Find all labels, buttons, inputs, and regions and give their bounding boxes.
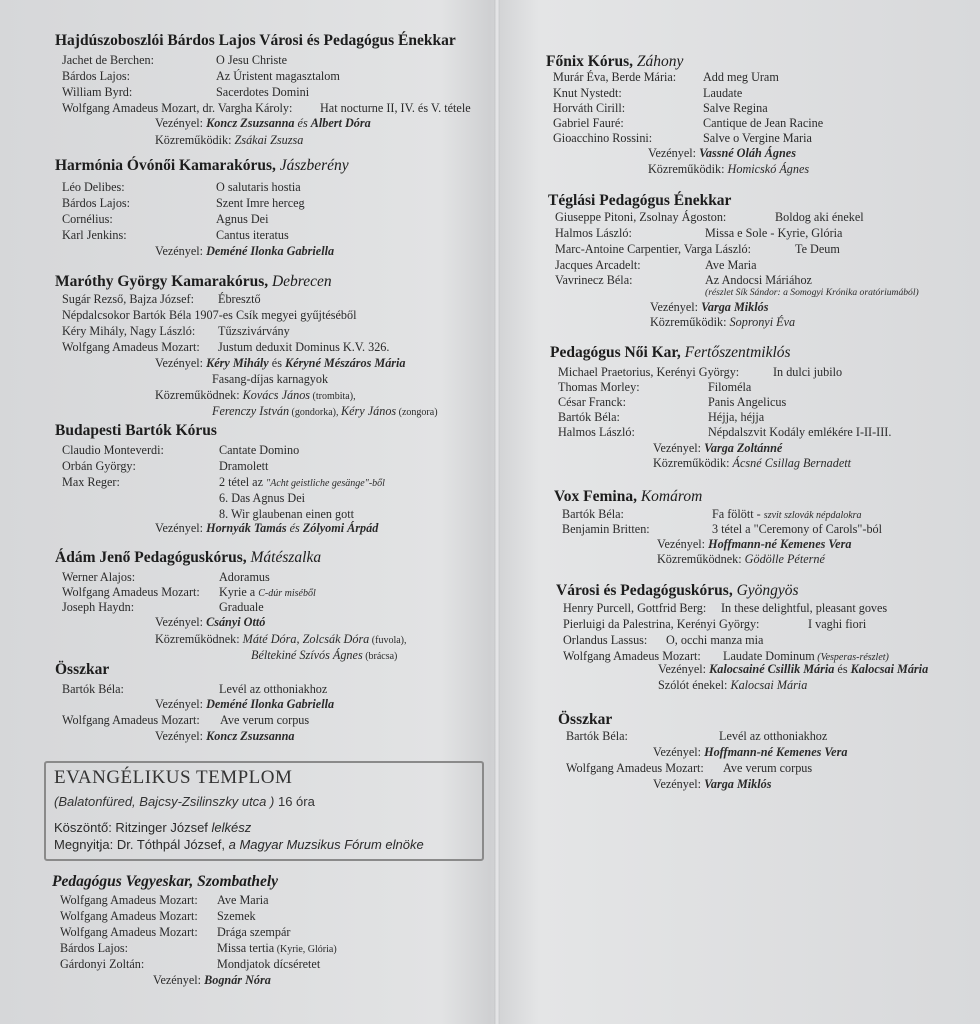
credit-role: Vezényel:: [155, 521, 204, 535]
ensemble-name: Budapesti Bartók Kórus: [55, 422, 217, 439]
composer: Max Reger:: [62, 475, 120, 489]
conductor-name: Varga Miklós: [704, 777, 772, 791]
ensemble-title: [550, 344, 791, 362]
credit-role: Vezényel:: [648, 146, 697, 160]
composer: Orlandus Lassus:: [563, 633, 648, 647]
conductor-line: [650, 300, 768, 315]
credit-joiner: és: [294, 116, 311, 130]
greeting-role: lelkész: [211, 820, 252, 835]
composer: Henry Purcell, Gottfrid Berg:: [563, 601, 707, 615]
composer: Kéry Mihály, Nagy László:: [62, 324, 196, 338]
contributor-name: Ácsné Csillag Bernadett: [732, 456, 852, 470]
ensemble-name: Maróthy György Kamarakórus,: [55, 273, 269, 290]
conductor-line: [155, 356, 406, 371]
composer: Michael Praetorius, Kerényi György:: [558, 365, 740, 379]
conductor-line: [155, 697, 334, 712]
composer: Jacques Arcadelt:: [555, 258, 641, 272]
ensemble-city: Fertőszentmiklós: [684, 344, 791, 361]
piece-title: 3 tétel a "Ceremony of Carols"-ból: [712, 522, 883, 536]
opening-line: [54, 837, 424, 852]
composer: Gabriel Fauré:: [553, 116, 624, 130]
composer: Bartók Béla:: [562, 507, 624, 521]
piece-title: Hat nocturne II, IV. és V. tétele: [320, 101, 471, 115]
composer: Bárdos Lajos:: [62, 69, 131, 83]
ensemble-name: Hajdúszoboszlói Bárdos Lajos Városi és Pedagógus Énekkar: [55, 32, 456, 49]
composer: Népdalcsokor Bartók Béla 1907-es Csík megyei gyűjtéséből: [62, 308, 357, 322]
composer: Cornélius:: [62, 212, 113, 226]
composer: Halmos László:: [558, 425, 635, 439]
ensemble-title: [548, 192, 731, 210]
contributor-name: Ferenczy István: [212, 404, 290, 418]
credit-role: Vezényel:: [155, 615, 204, 629]
contributor-line: [212, 404, 438, 419]
conductor-name: Kéryné Mészáros Mária: [284, 356, 406, 370]
opening-text: Megnyitja: Dr. Tóthpál József,: [54, 837, 226, 852]
piece-title: Ave verum corpus: [220, 713, 310, 727]
composer: Wolfgang Amadeus Mozart:: [62, 585, 200, 599]
piece-title: 2 tétel az: [219, 475, 267, 489]
piece-title: Dramolett: [219, 459, 269, 473]
contributor-name: Gödölle Péterné: [744, 552, 825, 566]
conductor-name: Varga Miklós: [701, 300, 769, 314]
conductor-title-line: [212, 372, 328, 387]
credit-joiner: és: [268, 356, 285, 370]
ensemble-city: Komárom: [640, 488, 703, 505]
composer: Bartók Béla:: [558, 410, 620, 424]
piece-title: Fa fölött -: [712, 507, 764, 521]
composer: Vavrinecz Béla:: [555, 273, 633, 287]
venue-title: EVANGÉLIKUS TEMPLOM: [54, 767, 293, 788]
contributor-line: [657, 552, 825, 567]
instrument-note: (gondorka),: [289, 407, 341, 418]
piece-title: Missa e Sole - Kyrie, Glória: [705, 226, 843, 240]
ensemble-name: Főnix Kórus,: [546, 53, 633, 70]
conductor-line: [155, 729, 295, 744]
piece-note: (Vesperas-részlet): [814, 652, 889, 663]
instrument-note: (fuvola),: [369, 635, 407, 646]
composer: Giuseppe Pitoni, Zsolnay Ágoston:: [555, 210, 727, 224]
composer: Benjamin Britten:: [562, 522, 650, 536]
ensemble-title: [55, 273, 332, 291]
composer: Murár Éva, Berde Mária:: [553, 70, 677, 84]
piece-title: In these delightful, pleasant goves: [721, 601, 888, 615]
ensemble-title: [554, 488, 702, 506]
piece-title: Justum deduxit Dominus K.V. 326.: [218, 340, 390, 354]
piece-title: Sacerdotes Domini: [216, 85, 310, 99]
piece-title: Graduale: [219, 600, 264, 614]
contributor-line: [648, 162, 809, 177]
composer: Joseph Haydn:: [62, 600, 135, 614]
piece-title: Salve o Vergine Maria: [703, 131, 812, 145]
venue-address-line: [54, 794, 315, 809]
piece-title: Kyrie a: [219, 585, 259, 599]
composer: Wolfgang Amadeus Mozart:: [60, 893, 198, 907]
conductor-line: [155, 116, 371, 131]
composer: Orbán György:: [62, 459, 136, 473]
ensemble-title: [556, 582, 799, 600]
contributor-name: Homicskó Ágnes: [727, 162, 810, 176]
credit-role: Vezényel:: [653, 777, 702, 791]
conductor-line: [155, 244, 334, 259]
contributor-name: Zsákai Zsuzsa: [234, 133, 304, 147]
piece-title: Salve Regina: [703, 101, 768, 115]
composer: Wolfgang Amadeus Mozart:: [62, 713, 200, 727]
composer: Bartók Béla:: [62, 682, 124, 696]
conductor-name: Zólyomi Árpád: [302, 521, 379, 535]
piece-title: Adoramus: [219, 570, 270, 584]
conductor-name: Bognár Nóra: [204, 973, 271, 987]
credit-role: Vezényel:: [155, 116, 204, 130]
credit-role: Vezényel:: [155, 356, 204, 370]
composer: Gárdonyi Zoltán:: [60, 957, 145, 971]
composer: Wolfgang Amadeus Mozart:: [60, 925, 198, 939]
composer: Claudio Monteverdi:: [62, 443, 164, 457]
ensemble-name: Pedagógus Női Kar,: [550, 344, 681, 361]
composer: Wolfgang Amadeus Mozart, dr. Vargha Károly:: [62, 101, 293, 115]
credit-role: Vezényel:: [653, 441, 702, 455]
conductor-name: Deméné Ilonka Gabriella: [206, 244, 335, 258]
greeting-text: Köszöntő: Ritzinger József: [54, 820, 208, 835]
ensemble-title: [558, 711, 612, 729]
piece-title: Tűzszivárvány: [218, 324, 290, 338]
conductor-line: [653, 777, 771, 792]
conductor-line: [653, 441, 782, 456]
conductor-name: Varga Zoltánné: [704, 441, 783, 455]
credit-role: Vezényel:: [155, 697, 204, 711]
ensemble-title: [55, 549, 321, 567]
contributor-line: [251, 648, 397, 663]
piece-title: Népdalszvit Kodály emlékére I-II-III.: [708, 425, 892, 439]
credit-role: Közreműködik:: [648, 162, 725, 176]
ensemble-city: Mátészalka: [250, 549, 322, 566]
credit-role: Vezényel:: [650, 300, 699, 314]
piece-title: Ave Maria: [217, 893, 269, 907]
composer: Horváth Cirill:: [553, 101, 626, 115]
composer: Karl Jenkins:: [62, 228, 127, 242]
piece-title: Agnus Dei: [216, 212, 269, 226]
credit-role: Vezényel:: [658, 662, 707, 676]
piece-title: Szent Imre herceg: [216, 196, 305, 210]
conductor-name: Hoffmann-né Kemenes Vera: [708, 537, 852, 551]
piece-title: O Jesu Christe: [216, 53, 288, 67]
piece-title: Ave Maria: [705, 258, 757, 272]
contributor-line: [155, 632, 407, 647]
greeting-line: [54, 820, 251, 835]
piece-note: C-dúr miséből: [258, 588, 316, 599]
conductor-line: [153, 973, 271, 988]
composer: Sugár Rezső, Bajza József:: [62, 292, 194, 306]
credit-role: Közreműködik:: [650, 315, 727, 329]
composer: César Franck:: [558, 395, 627, 409]
soloist-line: [658, 678, 807, 693]
ensemble-title: [55, 422, 217, 440]
ensemble-city: Gyöngyös: [736, 582, 799, 599]
composer: Halmos László:: [555, 226, 632, 240]
contributor-line: [653, 456, 851, 471]
credit-joiner: és: [834, 662, 851, 676]
piece-title: In dulci jubilo: [773, 365, 843, 379]
conductor-name: Vassné Oláh Ágnes: [699, 146, 796, 160]
conductor-name: Kéry Mihály: [206, 356, 269, 370]
piece-title: Levél az otthoniakhoz: [719, 729, 828, 743]
piece-note: (Kyrie, Glória): [274, 944, 337, 955]
piece-note: (részlet Sík Sándor: a Somogyi Krónika oratóriumából): [705, 287, 919, 298]
piece-title: Az Andocsi Máriához: [705, 273, 812, 287]
ensemble-name: Összkar: [558, 711, 613, 728]
piece-title: Ave verum corpus: [723, 761, 813, 775]
piece-title: Ébresztő: [218, 292, 261, 306]
composer: Wolfgang Amadeus Mozart:: [62, 340, 200, 354]
page-fold: [494, 0, 500, 1024]
conductor-name: Csányi Ottó: [206, 615, 266, 629]
piece-note: "Acht geistliche gesänge"-ből: [266, 478, 385, 489]
credit-role: Vezényel:: [153, 973, 202, 987]
composer: Léo Delibes:: [62, 180, 125, 194]
piece-note: szvit szlovák népdalokra: [763, 510, 862, 521]
composer: Marc-Antoine Carpentier, Varga László:: [555, 242, 752, 256]
contributor-line: [650, 315, 795, 330]
composer: Knut Nystedt:: [553, 86, 622, 100]
venue-box: [44, 761, 484, 861]
conductor-line: [648, 146, 796, 161]
soloist-name: Kalocsai Mária: [730, 678, 808, 692]
piece-title: Drága szempár: [217, 925, 291, 939]
conductor-line: [657, 537, 851, 552]
contributor-line: [155, 133, 303, 148]
ensemble-city: Debrecen: [271, 273, 332, 290]
instrument-note: (zongora): [396, 407, 438, 418]
composer: Thomas Morley:: [558, 380, 640, 394]
composer: Bárdos Lajos:: [62, 196, 131, 210]
opening-role: a Magyar Muzsikus Fórum elnöke: [228, 837, 424, 852]
composer: Gioacchino Rossini:: [553, 131, 653, 145]
ensemble-city: Záhony: [636, 53, 684, 70]
composer: Pierluigi da Palestrina, Kerényi György:: [563, 617, 760, 631]
conductor-line: [155, 615, 265, 630]
contributor-name: Kéry János: [340, 404, 397, 418]
ensemble-title: [55, 32, 456, 50]
conductor-name: Kalocsai Mária: [850, 662, 929, 676]
venue-time: 16 óra: [277, 794, 315, 809]
piece-title: O, occhi manza mia: [666, 633, 764, 647]
conductor-name: Koncz Zsuzsanna: [206, 116, 295, 130]
contributor-name: Sopronyi Éva: [729, 315, 796, 329]
ensemble-name: Vox Femina,: [554, 488, 637, 505]
instrument-note: (brácsa): [362, 651, 398, 662]
piece-title: Add meg Uram: [703, 70, 779, 84]
conductor-name: Albert Dóra: [310, 116, 371, 130]
piece-title: Laudate: [703, 86, 743, 100]
conductor-line: [653, 745, 847, 760]
ensemble-name: Összkar: [55, 661, 110, 678]
conductor-title: Fasang-díjas karnagyok: [212, 372, 329, 386]
piece-title: Az Úristent magasztalom: [216, 69, 340, 83]
venue-address: (Balatonfüred, Bajcsy-Zsilinszky utca ): [54, 794, 275, 809]
ensemble-title: [546, 53, 683, 71]
ensemble-city: Jászberény: [279, 157, 349, 174]
credit-role: Közreműködnek:: [155, 632, 240, 646]
piece-title: Héjja, héjja: [708, 410, 765, 424]
credit-role: Közreműködik:: [653, 456, 730, 470]
conductor-name: Hoffmann-né Kemenes Vera: [704, 745, 848, 759]
conductor-name: Hornyák Tamás: [206, 521, 287, 535]
piece-title: Levél az otthoniakhoz: [219, 682, 328, 696]
piece-title: Szemek: [217, 909, 256, 923]
credit-joiner: és: [286, 521, 303, 535]
ensemble-title: [55, 661, 109, 679]
piece-title: Cantate Domino: [219, 443, 300, 457]
composer: Wolfgang Amadeus Mozart:: [563, 649, 701, 663]
ensemble-title: [55, 157, 349, 175]
credit-role: Vezényel:: [657, 537, 706, 551]
credit-role: Közreműködik:: [155, 133, 232, 147]
contributor-name: Béltekiné Szívós Ágnes: [251, 648, 363, 662]
credit-role: Vezényel:: [653, 745, 702, 759]
composer: Bartók Béla:: [566, 729, 628, 743]
piece-title: Boldog aki énekel: [775, 210, 864, 224]
ensemble-title: Pedagógus Vegyeskar, Szombathely: [52, 873, 279, 890]
piece-title: Missa tertia: [217, 941, 275, 955]
ensemble-name: Ádám Jenő Pedagóguskórus,: [55, 549, 247, 566]
piece-title: Te Deum: [795, 242, 840, 256]
piece-title: 6. Das Agnus Dei: [219, 491, 305, 505]
credit-role: Szólót énekel:: [658, 678, 728, 692]
piece-title: Cantique de Jean Racine: [703, 116, 824, 130]
composer: Jachet de Berchen:: [62, 53, 155, 67]
ensemble-name: Városi és Pedagóguskórus,: [556, 582, 733, 599]
piece-title: Cantus iteratus: [216, 228, 289, 242]
conductor-line: [155, 521, 378, 536]
piece-title: Filoméla: [708, 380, 752, 394]
composer: Bárdos Lajos:: [60, 941, 129, 955]
piece-title: O salutaris hostia: [216, 180, 301, 194]
piece-title: Panis Angelicus: [708, 395, 787, 409]
conductor-name: Koncz Zsuzsanna: [206, 729, 295, 743]
piece-title: Laudate Dominum: [723, 649, 815, 663]
instrument-note: (trombita),: [310, 391, 356, 402]
contributor-name: Kovács János: [242, 388, 311, 402]
composer: Werner Alajos:: [62, 570, 136, 584]
conductor-name: Deméné Ilonka Gabriella: [206, 697, 335, 711]
credit-role: Közreműködnek:: [657, 552, 742, 566]
piece-title: Mondjatok dícséretet: [217, 957, 321, 971]
composer: Wolfgang Amadeus Mozart:: [60, 909, 198, 923]
composer: William Byrd:: [62, 85, 133, 99]
conductor-name: Kalocsainé Csillik Mária: [709, 662, 835, 676]
piece-title: 8. Wir glaubenan einen gott: [219, 507, 355, 521]
ensemble-name: Téglási Pedagógus Énekkar: [548, 192, 732, 209]
ensemble-name: Harmónia Óvónői Kamarakórus,: [55, 157, 276, 174]
piece-title: I vaghi fiori: [808, 617, 867, 631]
composer: Wolfgang Amadeus Mozart:: [566, 761, 704, 775]
credit-role: Közreműködnek:: [155, 388, 240, 402]
contributor-line: [155, 388, 356, 403]
conductor-line: [658, 662, 928, 677]
credit-role: Vezényel:: [155, 244, 204, 258]
contributor-name: Máté Dóra, Zolcsák Dóra: [242, 632, 370, 646]
credit-role: Vezényel:: [155, 729, 204, 743]
